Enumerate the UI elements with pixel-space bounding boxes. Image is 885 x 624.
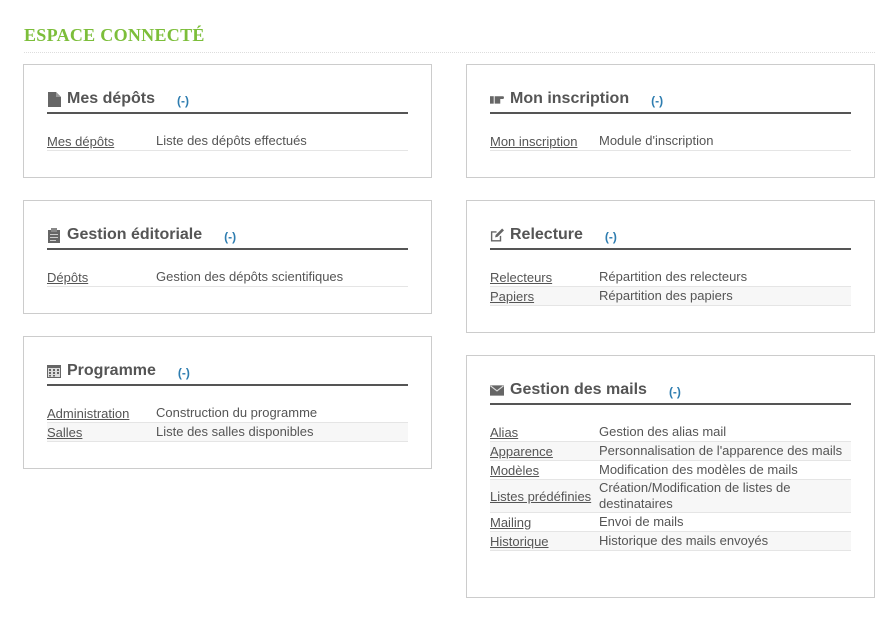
panel-mon-inscription (466, 64, 875, 178)
panel-header (47, 223, 408, 250)
link-description: Historique des mails envoyés (599, 533, 769, 548)
list-item (490, 442, 851, 461)
link-modeles[interactable]: Modèles (490, 462, 540, 478)
panel-header (47, 87, 408, 114)
list-item (490, 132, 851, 151)
list-item (490, 513, 851, 532)
link-list (47, 268, 408, 287)
link-list (490, 423, 851, 551)
link-listes-predefinies[interactable]: Listes prédéfinies (490, 488, 592, 504)
link-description: Personnalisation de l'apparence des mails (599, 443, 843, 458)
list-item (490, 268, 851, 287)
link-list (47, 404, 408, 442)
link-list (490, 132, 851, 151)
panel-gestion-des-mails (466, 355, 875, 598)
link-description: Liste des salles disponibles (156, 424, 314, 439)
list-item (490, 461, 851, 480)
link-description: Module d'inscription (599, 133, 714, 148)
collapse-toggle[interactable]: (-) (177, 366, 190, 380)
link-mes-depots[interactable]: Mes dépôts (47, 133, 115, 149)
panel-gestion-editoriale (23, 200, 432, 314)
clipboard-icon (47, 228, 61, 243)
calendar-icon (47, 364, 61, 379)
link-papiers[interactable]: Papiers (490, 288, 535, 304)
link-description: Modification des modèles de mails (599, 462, 798, 477)
list-item (47, 132, 408, 151)
panel-title: Mes dépôts (67, 90, 156, 107)
panel-title: Gestion des mails (510, 381, 647, 398)
collapse-toggle[interactable]: (-) (604, 230, 617, 244)
collapse-toggle[interactable]: (-) (651, 94, 664, 108)
panel-mes-depots (23, 64, 432, 178)
page-title: ESPACE CONNECTÉ (24, 25, 205, 45)
link-depots[interactable]: Dépôts (47, 269, 89, 285)
panel-header (490, 87, 851, 114)
link-alias[interactable]: Alias (490, 424, 519, 440)
list-item (490, 532, 851, 551)
link-description: Répartition des papiers (599, 288, 733, 303)
list-item (47, 404, 408, 423)
panel-header (490, 378, 851, 405)
panel-title: Relecture (510, 226, 583, 243)
link-mailing[interactable]: Mailing (490, 514, 532, 530)
link-description: Construction du programme (156, 405, 318, 420)
link-description: Liste des dépôts effectués (156, 133, 307, 148)
link-historique[interactable]: Historique (490, 533, 549, 549)
link-apparence[interactable]: Apparence (490, 443, 553, 459)
list-item (47, 423, 408, 442)
list-item (47, 268, 408, 287)
link-description: Envoi de mails (599, 514, 684, 529)
envelope-icon (490, 383, 504, 398)
edit-icon (490, 228, 504, 243)
link-relecteurs[interactable]: Relecteurs (490, 269, 553, 285)
panel-title: Mon inscription (510, 90, 630, 107)
list-item (490, 423, 851, 442)
panel-header (490, 223, 851, 250)
link-description: Répartition des relecteurs (599, 269, 748, 284)
title-divider (24, 52, 875, 53)
link-description: Gestion des alias mail (599, 424, 727, 439)
document-icon (47, 92, 61, 107)
link-description: Création/Modification de listes de destinataires (599, 480, 791, 511)
panel-programme (23, 336, 432, 469)
link-list (490, 268, 851, 306)
link-description: Gestion des dépôts scientifiques (156, 269, 344, 284)
list-item (490, 480, 851, 513)
link-mon-inscription[interactable]: Mon inscription (490, 133, 578, 149)
panel-title: Programme (67, 362, 156, 379)
link-list (47, 132, 408, 151)
link-salles[interactable]: Salles (47, 424, 83, 440)
collapse-toggle[interactable]: (-) (177, 94, 190, 108)
link-administration[interactable]: Administration (47, 405, 130, 421)
collapse-toggle[interactable]: (-) (668, 385, 681, 399)
list-item (490, 287, 851, 306)
panel-header (47, 359, 408, 386)
collapse-toggle[interactable]: (-) (224, 230, 237, 244)
panel-title: Gestion éditoriale (67, 226, 203, 243)
panel-relecture (466, 200, 875, 333)
hand-pointer-icon (490, 92, 504, 107)
